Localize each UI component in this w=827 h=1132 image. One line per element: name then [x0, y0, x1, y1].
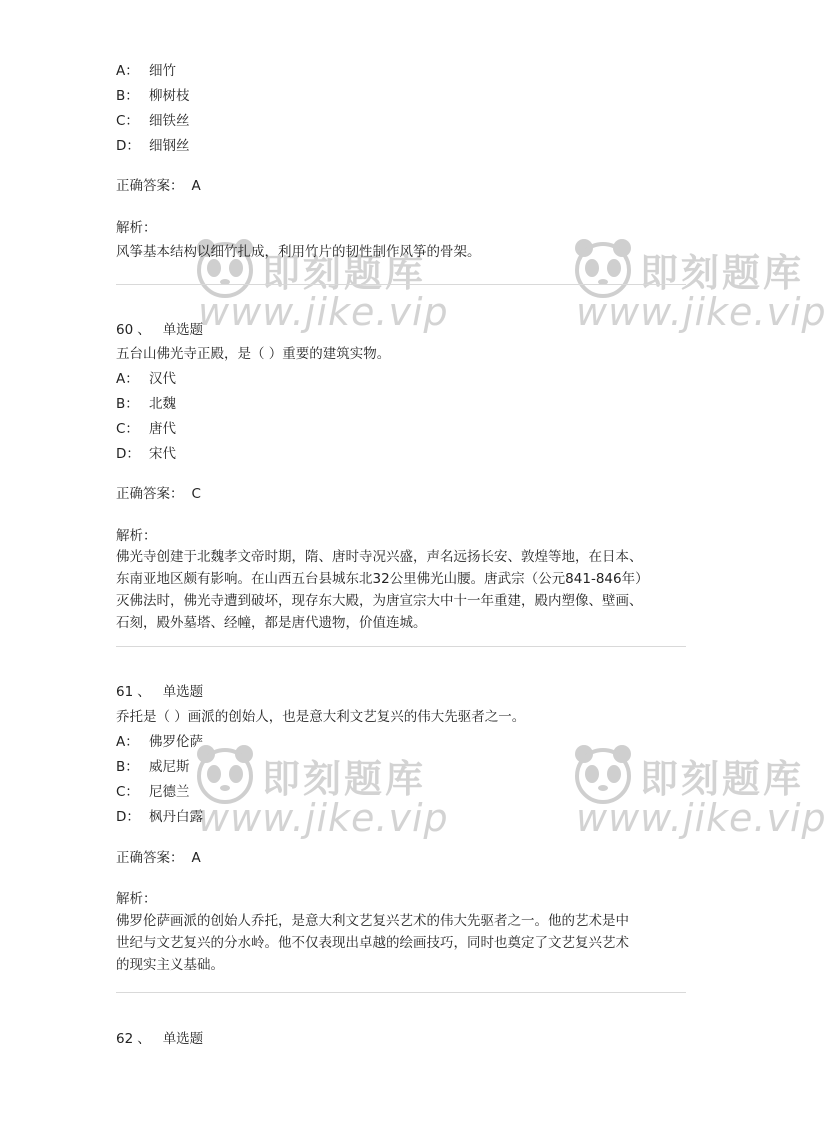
option-a: A： 佛罗伦萨 — [116, 734, 203, 750]
option-d: D： 细钢丝 — [116, 138, 190, 154]
analysis-label: 解析： — [116, 528, 157, 544]
analysis-line: 世纪与文艺复兴的分水岭。他不仅表现出卓越的绘画技巧，同时也奠定了文艺复兴艺术 — [116, 935, 629, 951]
panda-logo-icon — [570, 742, 636, 808]
watermark-brand: 即刻题库 — [262, 757, 427, 801]
analysis-label: 解析： — [116, 891, 157, 907]
question-stem: 乔托是（ ）画派的创始人，也是意大利文艺复兴的伟大先驱者之一。 — [116, 709, 526, 725]
question-header: 61 、 单选题 — [116, 684, 204, 700]
watermark-brand: 即刻题库 — [262, 251, 427, 295]
watermark-url: www.jike.vip — [576, 796, 827, 840]
analysis-line: 佛光寺创建于北魏孝文帝时期，隋、唐时寺况兴盛，声名远扬长安、敦煌等地，在日本、 — [116, 549, 643, 565]
question-header: 60 、 单选题 — [116, 322, 204, 338]
watermark-url: www.jike.vip — [576, 290, 827, 334]
watermark — [570, 742, 827, 852]
correct-answer: 正确答案： A — [116, 178, 201, 194]
divider — [116, 646, 686, 647]
correct-answer: 正确答案： C — [116, 486, 201, 502]
option-c: C： 唐代 — [116, 421, 176, 437]
option-a: A： 汉代 — [116, 371, 176, 387]
watermark-url: www.jike.vip — [198, 796, 449, 840]
analysis-line: 佛罗伦萨画派的创始人乔托，是意大利文艺复兴艺术的伟大先驱者之一。他的艺术是中 — [116, 913, 629, 929]
option-b: B： 威尼斯 — [116, 759, 190, 775]
watermark-brand: 即刻题库 — [640, 251, 805, 295]
question-stem: 五台山佛光寺正殿，是（ ）重要的建筑实物。 — [116, 346, 391, 362]
option-d: D： 枫丹白露 — [116, 809, 203, 825]
divider — [116, 992, 686, 993]
watermark-url: www.jike.vip — [198, 290, 449, 334]
watermark — [570, 236, 827, 346]
analysis-line: 石刻，殿外墓塔、经幢，都是唐代遗物，价值连城。 — [116, 615, 427, 631]
option-b: B： 北魏 — [116, 396, 176, 412]
option-d: D： 宋代 — [116, 446, 176, 462]
analysis-line: 灭佛法时，佛光寺遭到破坏，现存东大殿，为唐宣宗大中十一年重建，殿内塑像、壁画、 — [116, 593, 643, 609]
option-c: C： 尼德兰 — [116, 784, 190, 800]
divider — [116, 284, 686, 285]
panda-logo-icon — [570, 236, 636, 302]
analysis-text: 风筝基本结构以细竹扎成，利用竹片的韧性制作风筝的骨架。 — [116, 244, 481, 260]
watermark-brand: 即刻题库 — [640, 757, 805, 801]
option-a: A： 细竹 — [116, 63, 176, 79]
question-header: 62 、 单选题 — [116, 1031, 204, 1047]
analysis-label: 解析： — [116, 220, 157, 236]
correct-answer: 正确答案： A — [116, 850, 201, 866]
analysis-line: 的现实主义基础。 — [116, 957, 224, 973]
watermark — [192, 742, 452, 852]
option-b: B： 柳树枝 — [116, 88, 190, 104]
option-c: C： 细铁丝 — [116, 113, 190, 129]
analysis-line: 东南亚地区颇有影响。在山西五台县城东北32公里佛光山腰。唐武宗（公元841-846年） — [116, 571, 649, 587]
